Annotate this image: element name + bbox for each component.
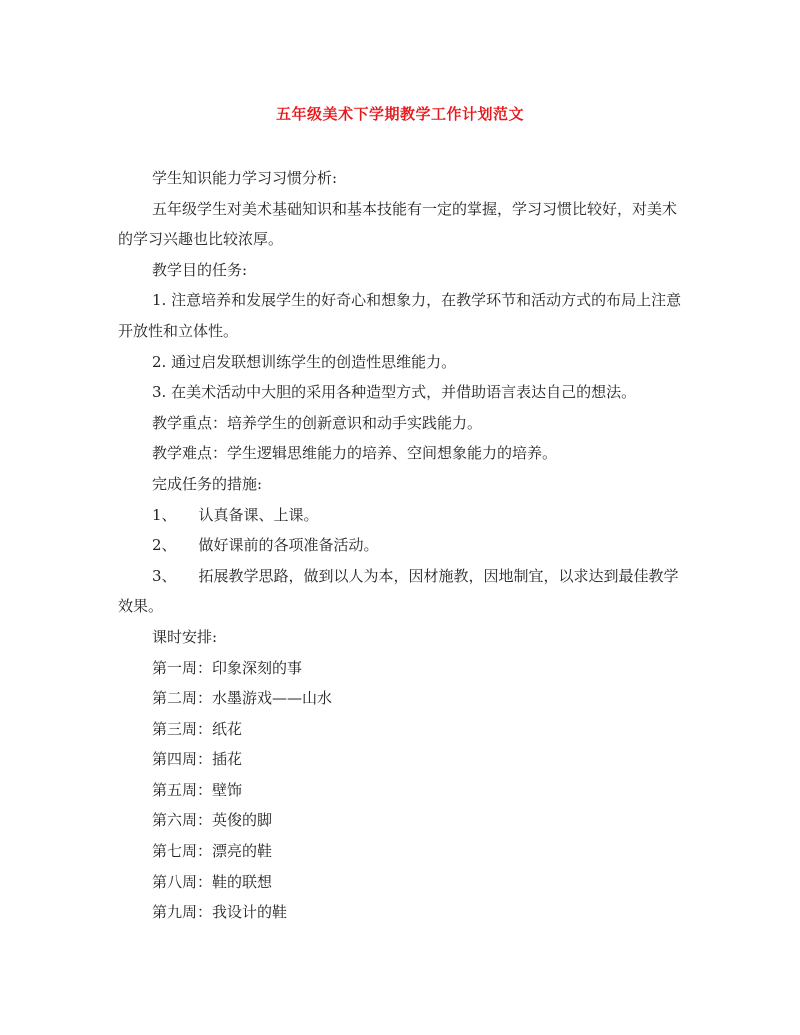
measure-number: 2、 [152,536,177,555]
document-title: 五年级美术下学期教学工作计划范文 [275,105,524,123]
schedule-item: 第一周：印象深刻的事 [152,658,303,677]
measure-item [118,500,688,531]
schedule-item: 第七周：漂亮的鞋 [152,842,273,861]
paragraph-goal-1: 1. 注意培养和发展学生的好奇心和想象力，在教学环节和活动方式的布局上注意开放性和立体性。 [118,291,682,340]
paragraph-analysis: 五年级学生对美术基础知识和基本技能有一定的掌握，学习习惯比较好，对美术的学习兴趣也比较浓厚。 [118,199,678,249]
paragraph-goal-2: 2. 通过启发联想训练学生的创造性思维能力。 [152,352,457,371]
paragraph-goals-heading: 教学目的任务: [152,260,248,279]
schedule-item: 第二周：水墨游戏——山水 [152,689,333,708]
measure-text: 做好课前的各项准备活动。 [198,536,379,555]
measure-item [118,561,688,622]
measure-number: 3、 [152,566,177,585]
paragraph-difficulty: 教学难点：学生逻辑思维能力的培养、空间想象能力的培养。 [152,444,558,463]
paragraph-key-point: 教学重点：培养学生的创新意识和动手实践能力。 [152,413,483,432]
schedule-item: 第四周：插花 [152,750,243,769]
schedule-item: 第六周：英俊的脚 [152,811,273,830]
schedule-item: 第三周：纸花 [152,719,243,738]
schedule-item: 第八周：鞋的联想 [152,872,273,891]
schedule-heading: 课时安排: [152,627,218,646]
schedule-item: 第九周：我设计的鞋 [152,903,288,922]
paragraph-goal-3: 3. 在美术活动中大胆的采用各种造型方式，并借助语言表达自己的想法。 [152,383,637,402]
measure-text: 认真备课、上课。 [198,505,319,524]
paragraph-measures-heading: 完成任务的措施: [152,474,263,493]
document-body [118,163,688,928]
measure-text: 拓展教学思路，做到以人为本，因材施教，因地制宜，以求达到最佳教学效果。 [118,566,679,616]
schedule-item: 第五周：壁饰 [152,780,243,799]
measure-number: 1、 [152,505,177,524]
paragraph-analysis-heading: 学生知识能力学习习惯分析: [152,169,338,187]
measure-item [118,530,688,561]
